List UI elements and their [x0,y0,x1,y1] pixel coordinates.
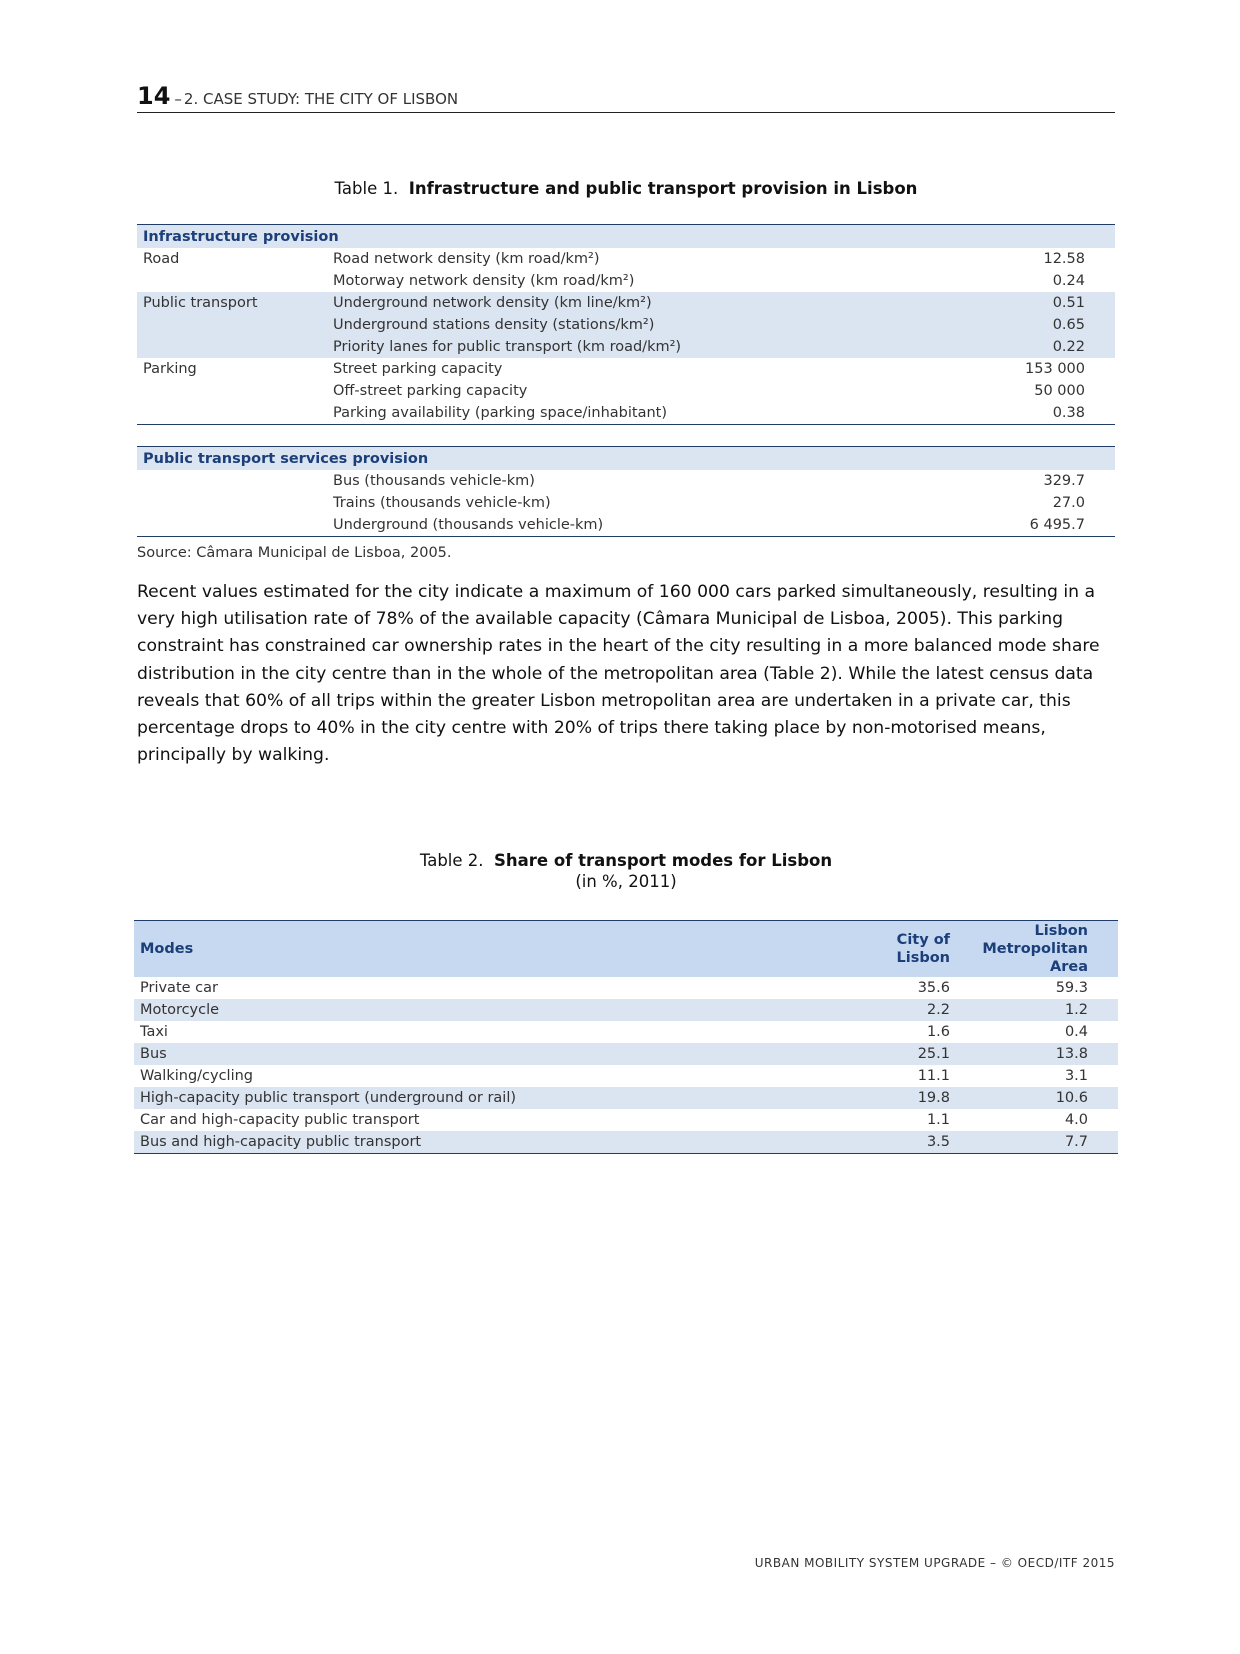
mode-share-table [134,920,1118,1154]
table-row [137,314,1115,336]
table-row [134,1043,1118,1065]
city-value: 35.6 [917,980,950,996]
mode-cell: Motorcycle [134,999,740,1021]
table1-label: Table 1. [334,179,399,198]
row-value: 50 000 [1034,383,1085,399]
metro-value: 4.0 [1064,1112,1088,1128]
table-header-row [134,921,1118,978]
row-group [137,492,333,514]
running-footer: URBAN MOBILITY SYSTEM UPGRADE – © OECD/ITF 2015 [754,1556,1115,1570]
city-value: 1.1 [926,1112,950,1128]
row-item: Street parking capacity [333,361,503,377]
row-item: Parking availability (parking space/inhabitant) [333,402,953,425]
table-row [137,336,1115,358]
column-header-modes: Modes [134,921,740,978]
city-value: 2.2 [740,999,980,1021]
row-item: Off-street parking capacity [333,383,528,399]
table-row [137,270,1115,292]
row-item: Trains (thousands vehicle-km) [333,495,551,511]
table2-title: Share of transport modes for Lisbon [494,851,833,870]
metro-value: 13.8 [980,1043,1118,1065]
row-value: 27.0 [1052,495,1085,511]
city-value: 3.5 [740,1131,980,1154]
table-row [137,248,1115,270]
row-value: 153 000 [1025,361,1085,377]
row-value: 0.38 [953,402,1115,425]
row-group [137,270,333,292]
page-number: 14 [137,82,171,110]
city-value: 1.6 [926,1024,950,1040]
table-row [137,292,1115,314]
row-value: 6 495.7 [953,514,1115,537]
body-paragraph: Recent values estimated for the city indicate a maximum of 160 000 cars parked simultaneously, resulting in a very high utilisation rate of 78% of the available capacity (Câmara Municipal de Lisboa, 2005). This parking constraint has constrained car ownership rates in the heart of the city resulting in a more balanced mode share distribution in the city centre than in the whole of the metropolitan area (Table 2). While the latest census data reveals that 60% of all trips within the greater Lisbon metropolitan area are undertaken in a private car, this percentage drops to 40% in the city centre with 20% of trips there taking place by non-motorised means, principally by walking. [137,582,1100,766]
table2-subtitle: (in %, 2011) [575,872,677,891]
city-value: 11.1 [917,1068,950,1084]
row-item: Road network density (km road/km²) [333,251,600,267]
table-row [137,358,1115,380]
column-header-metro: Lisbon Metropolitan Area [980,921,1118,978]
row-value: 0.24 [1052,273,1085,289]
table1-title: Infrastructure and public transport provision in Lisbon [408,179,918,198]
table-row [134,1065,1118,1087]
row-item: Priority lanes for public transport (km road/km²) [333,336,953,358]
city-value: 25.1 [740,1043,980,1065]
mode-cell: Car and high-capacity public transport [140,1112,420,1128]
section-header: Public transport services provision [137,447,1115,471]
row-value: 329.7 [1043,473,1085,489]
metro-value: 1.2 [980,999,1118,1021]
row-group [137,402,333,425]
table-row [134,999,1118,1021]
row-item: Motorway network density (km road/km²) [333,273,635,289]
row-item: Underground stations density (stations/km²) [333,314,953,336]
metro-value: 3.1 [1064,1068,1088,1084]
running-header: 14 – 2. CASE STUDY: THE CITY OF LISBON [137,82,1115,113]
table-row [134,977,1118,999]
row-value: 12.58 [1043,251,1085,267]
services-table [137,446,1115,537]
city-value: 19.8 [740,1087,980,1109]
section-header-row [137,225,1115,249]
mode-cell: Bus and high-capacity public transport [134,1131,740,1154]
table2-caption [137,850,1115,892]
mode-cell: Walking/cycling [140,1068,254,1084]
section-title: 2. CASE STUDY: THE CITY OF LISBON [183,90,459,108]
mode-cell: Bus [134,1043,740,1065]
section-header: Infrastructure provision [137,225,1115,249]
table-row [137,492,1115,514]
metro-value: 0.4 [1064,1024,1088,1040]
table-row [134,1109,1118,1131]
row-group: Road [143,251,180,267]
table-row [137,514,1115,537]
table-row [137,380,1115,402]
column-header-city: City of Lisbon [740,921,980,978]
metro-value: 7.7 [980,1131,1118,1154]
mode-cell: High-capacity public transport (underground or rail) [134,1087,740,1109]
row-item: Underground (thousands vehicle-km) [333,514,953,537]
table-row [134,1087,1118,1109]
row-item: Underground network density (km line/km²) [333,292,953,314]
row-group: Parking [143,361,197,377]
row-group [137,380,333,402]
table-row [134,1131,1118,1154]
table2-label: Table 2. [419,851,484,870]
mode-cell: Taxi [140,1024,168,1040]
row-group: Public transport [137,292,333,314]
table1-caption [137,178,1115,199]
row-value: 0.65 [953,314,1115,336]
row-group [137,514,333,537]
section-header-row [137,447,1115,471]
mode-cell: Private car [140,980,218,996]
metro-value: 10.6 [980,1087,1118,1109]
row-group [137,336,333,358]
row-item: Bus (thousands vehicle-km) [333,473,535,489]
infrastructure-table [137,224,1115,425]
row-value: 0.22 [953,336,1115,358]
table-row [137,470,1115,492]
row-group [137,470,333,492]
table1-source: Source: Câmara Municipal de Lisboa, 2005. [137,545,452,561]
table-row [134,1021,1118,1043]
metro-value: 59.3 [1055,980,1088,996]
row-group [137,314,333,336]
row-value: 0.51 [953,292,1115,314]
table-row [137,402,1115,425]
